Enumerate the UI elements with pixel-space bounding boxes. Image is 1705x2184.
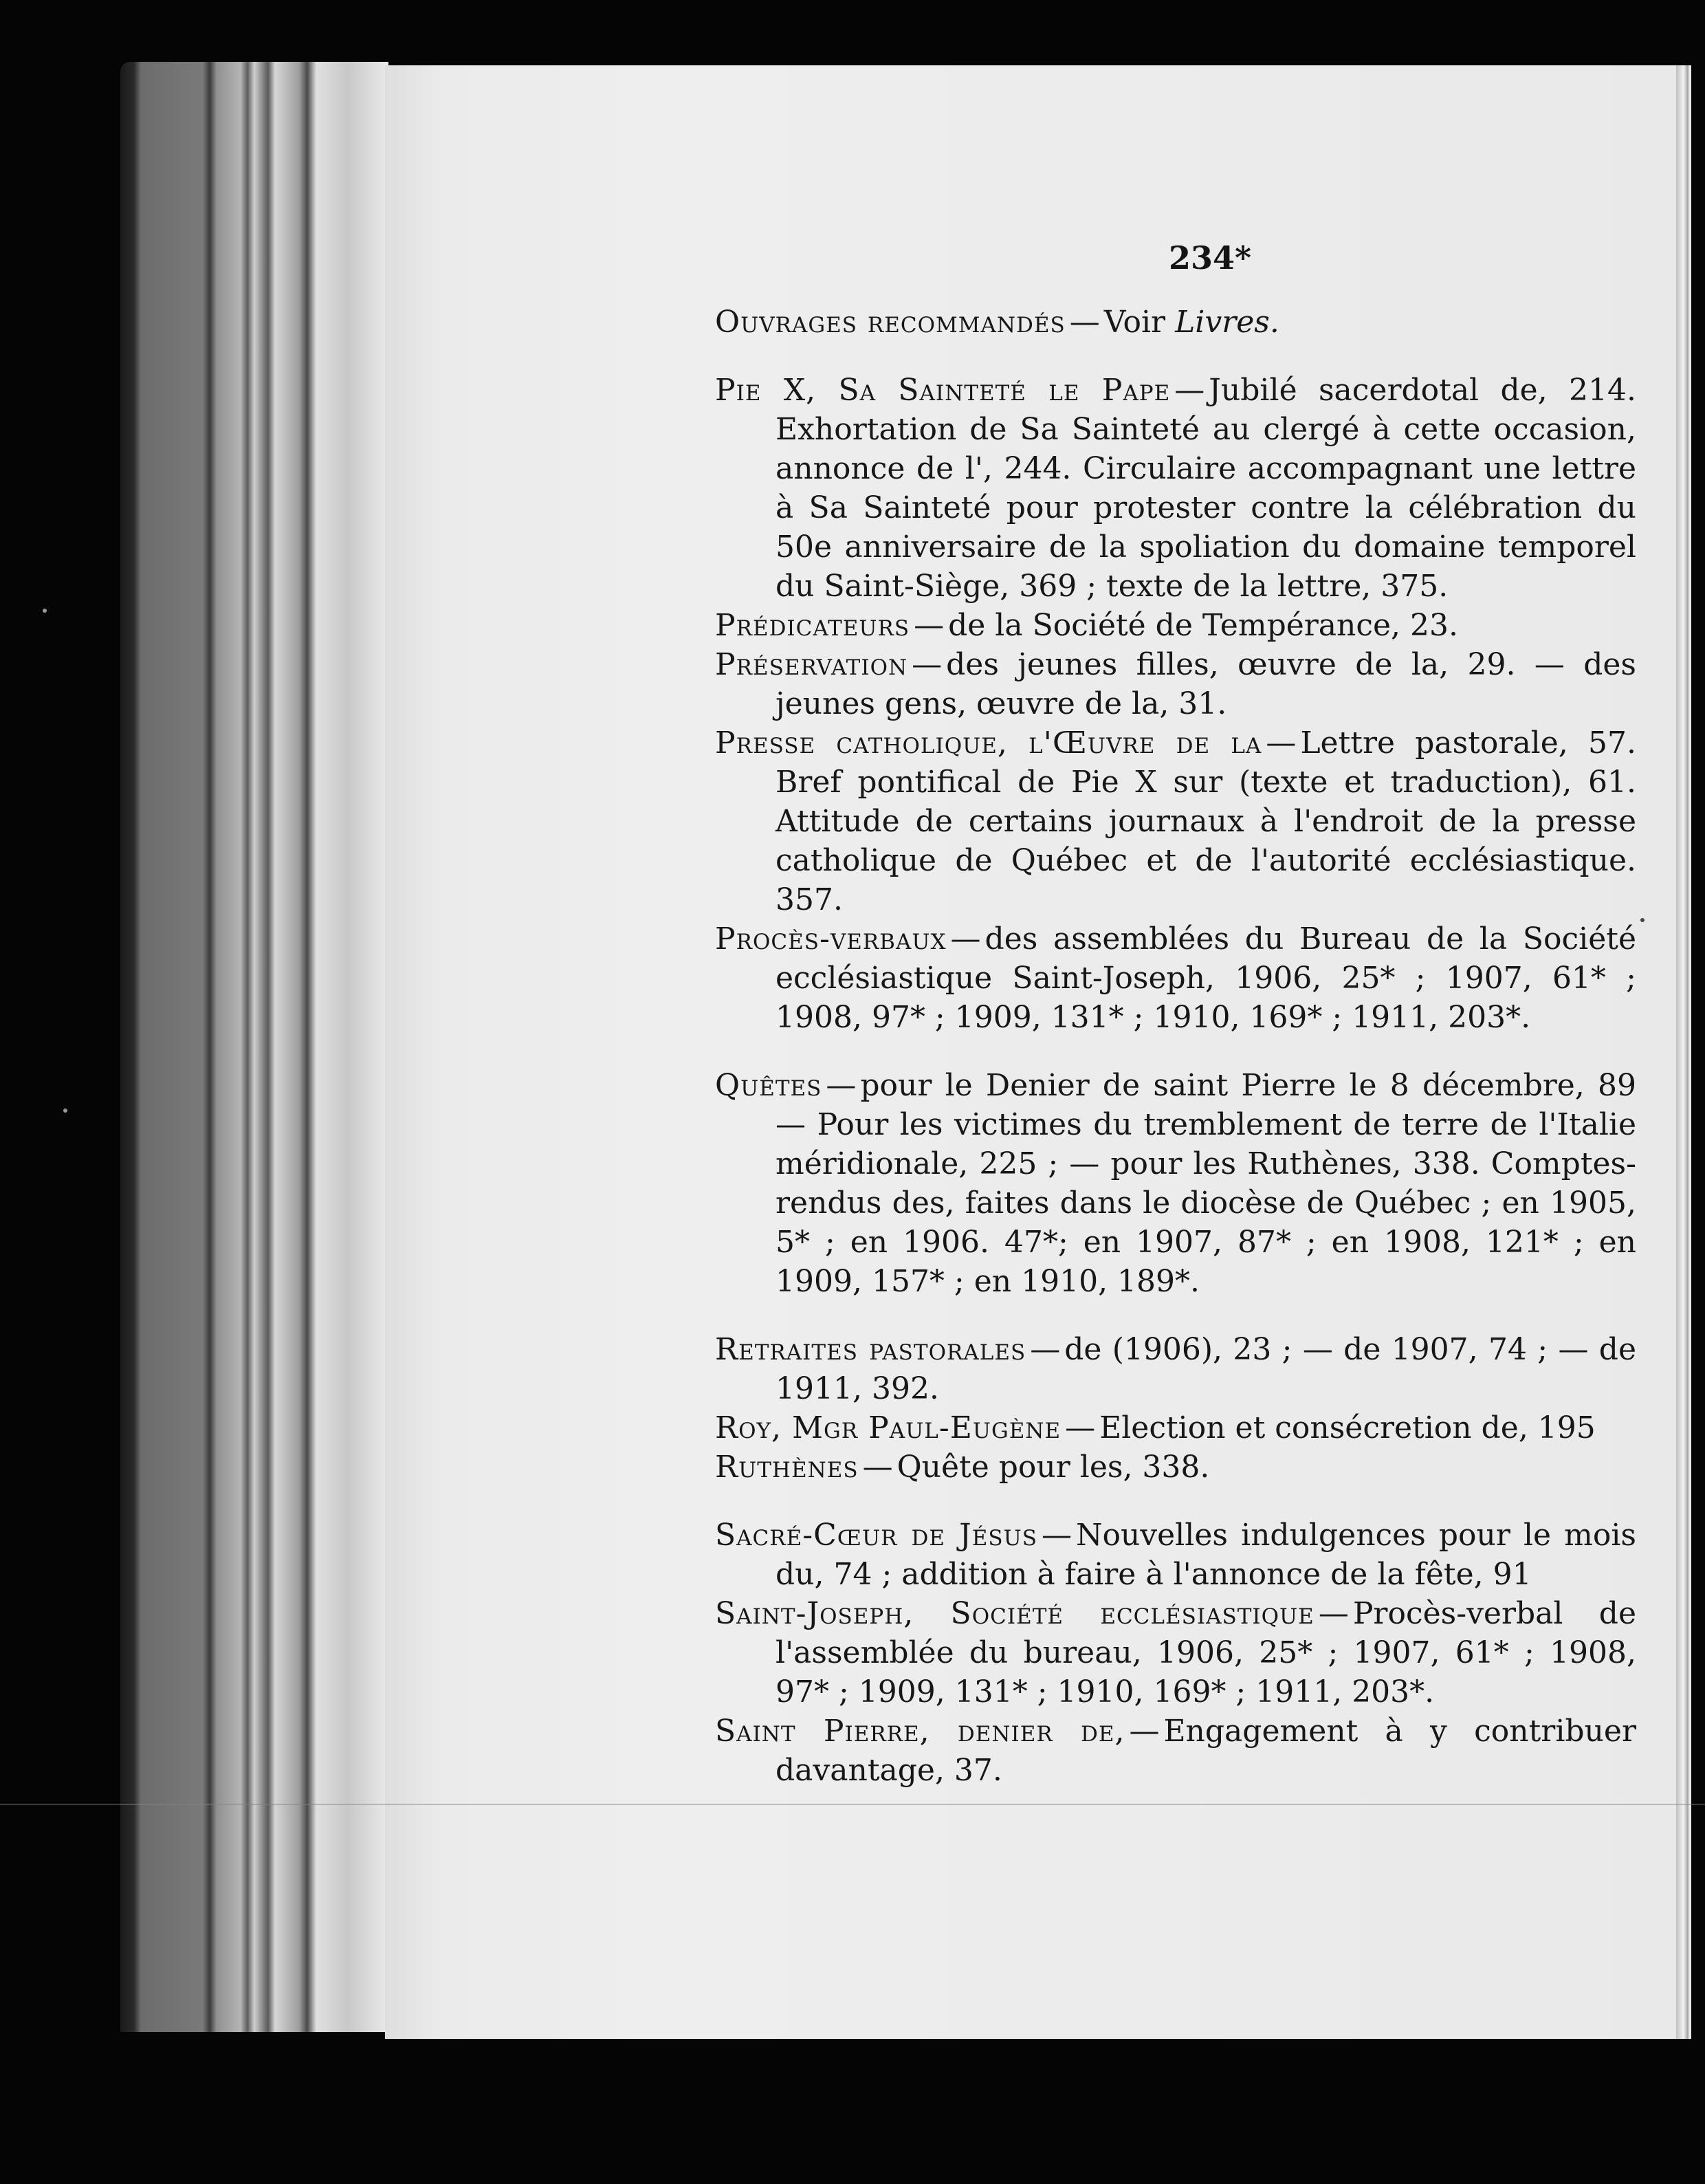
index-entry <box>715 645 1636 723</box>
entry-dash: — <box>1266 725 1297 761</box>
entry-text: Voir <box>1103 305 1176 340</box>
index-entry <box>715 371 1636 606</box>
entry-dash: — <box>1065 1410 1096 1445</box>
page-number: 234* <box>1169 239 1252 276</box>
entry-text: Nouvelles indulgences pour le mois du, 74 ; addition à faire à l'annonce de la fête, 91 <box>776 1518 1636 1592</box>
index-entry <box>715 919 1636 1037</box>
entry-text: pour le Denier de saint Pierre le 8 décembre, 89 — Pour les victimes du tremblement de terre de l'Italie méridionale, 225 ; — pour les Ruthènes, 338. Comptes-rendus des, faites dans le diocèse de Québec ; en 1905, 5* ; en 1906. 47*; en 1907, 87* ; en 1908, 121* ; en 1909, 157* ; en 1910, 189*. <box>776 1068 1636 1299</box>
entry-dash: — <box>1318 1596 1349 1631</box>
entry-heading: Procès-verbaux <box>715 921 947 957</box>
entry-dash: — <box>1069 305 1100 340</box>
entry-text: Lettre pastorale, 57. Bref pontifical de Pie X sur (texte et traduction), 61. Attitude de certains journaux à l'endroit de la presse catholique de Québec et de l'autorité ecclésiastique. 357. <box>776 725 1637 917</box>
entry-dash: — <box>912 647 943 682</box>
entry-heading: Saint-Joseph, Société ecclésiastique <box>715 1596 1314 1631</box>
entry-dash: — <box>826 1068 857 1103</box>
index-entry <box>715 723 1636 919</box>
index-entry <box>715 1516 1636 1594</box>
index-entry <box>715 1448 1636 1487</box>
spacer <box>715 1487 1636 1516</box>
entry-heading: Quêtes <box>715 1068 822 1103</box>
entry-dash: — <box>862 1450 893 1485</box>
index-entry <box>715 1066 1636 1301</box>
entry-text: Engagement à y contribuer davantage, 37. <box>776 1714 1636 1788</box>
entry-heading: Retraites pastorales <box>715 1332 1026 1367</box>
entry-text: de (1906), 23 ; — de 1907, 74 ; — de 1911, 392. <box>776 1332 1636 1406</box>
entry-text: Election et consécretion de, 195 <box>1099 1410 1596 1445</box>
spacer <box>715 342 1636 371</box>
entry-heading: Prédicateurs <box>715 608 910 643</box>
entry-heading: Sacré-Cœur de Jésus <box>715 1518 1037 1553</box>
entry-text: des assemblées du Bureau de la Société ecclésiastique Saint-Joseph, 1906, 25* ; 1907, 61* ; 1908, 97* ; 1909, 131* ; 1910, 169* ; 1911, 203*. <box>776 921 1636 1035</box>
entry-heading: Ouvrages recommandés <box>715 305 1066 340</box>
scan-artifact-line <box>0 1804 1705 1805</box>
index-entry <box>715 1594 1636 1712</box>
index-entry <box>715 1330 1636 1408</box>
index-entry <box>715 606 1636 645</box>
entry-dash: — <box>1030 1332 1061 1367</box>
entry-heading: Saint Pierre, denier de, <box>715 1714 1125 1749</box>
entry-heading: Presse catholique, l'Œuvre de la <box>715 725 1262 761</box>
dust-speck <box>1640 918 1644 922</box>
dust-speck <box>63 1109 67 1113</box>
entry-heading: Ruthènes <box>715 1450 859 1485</box>
entry-dash: — <box>950 921 981 957</box>
page-fold-edge <box>1676 65 1688 2039</box>
spacer <box>715 1301 1636 1330</box>
entry-text: Procès-verbal de l'assemblée du bureau, 1906, 25* ; 1907, 61* ; 1908, 97* ; 1909, 131* ; 1910, 169* ; 1911, 203*. <box>776 1596 1636 1710</box>
entry-text: Jubilé sacerdotal de, 214. Exhortation de Sa Sainteté au clergé à cette occasion, annonce de l', 244. Circulaire accompagnant une lettre à Sa Sainteté pour protester contre la célébration du 50e anniversaire de la spoliation du domaine temporel du Saint-Siège, 369 ; texte de la lettre, 375. <box>776 373 1636 604</box>
entry-dash: — <box>1174 373 1205 408</box>
entry-italic-ref: Livres. <box>1175 305 1279 340</box>
index-entry <box>715 1408 1636 1448</box>
entry-heading: Pie X, Sa Sainteté le Pape <box>715 373 1171 408</box>
entry-text: Quête pour les, 338. <box>896 1450 1210 1485</box>
entry-dash: — <box>914 608 945 643</box>
index-entry <box>715 1712 1636 1790</box>
book-page-edges <box>120 62 388 2032</box>
entry-text: de la Société de Tempérance, 23. <box>948 608 1459 643</box>
entry-dash: — <box>1129 1714 1160 1749</box>
dust-speck <box>43 609 47 613</box>
entry-heading: Préservation <box>715 647 908 682</box>
entry-heading: Roy, Mgr Paul-Eugène <box>715 1410 1062 1445</box>
entry-dash: — <box>1041 1518 1072 1553</box>
spacer <box>715 1037 1636 1066</box>
index-entry <box>715 303 1636 342</box>
index-text <box>715 227 1636 1790</box>
entry-text: des jeunes filles, œuvre de la, 29. — des jeunes gens, œuvre de la, 31. <box>776 647 1636 721</box>
